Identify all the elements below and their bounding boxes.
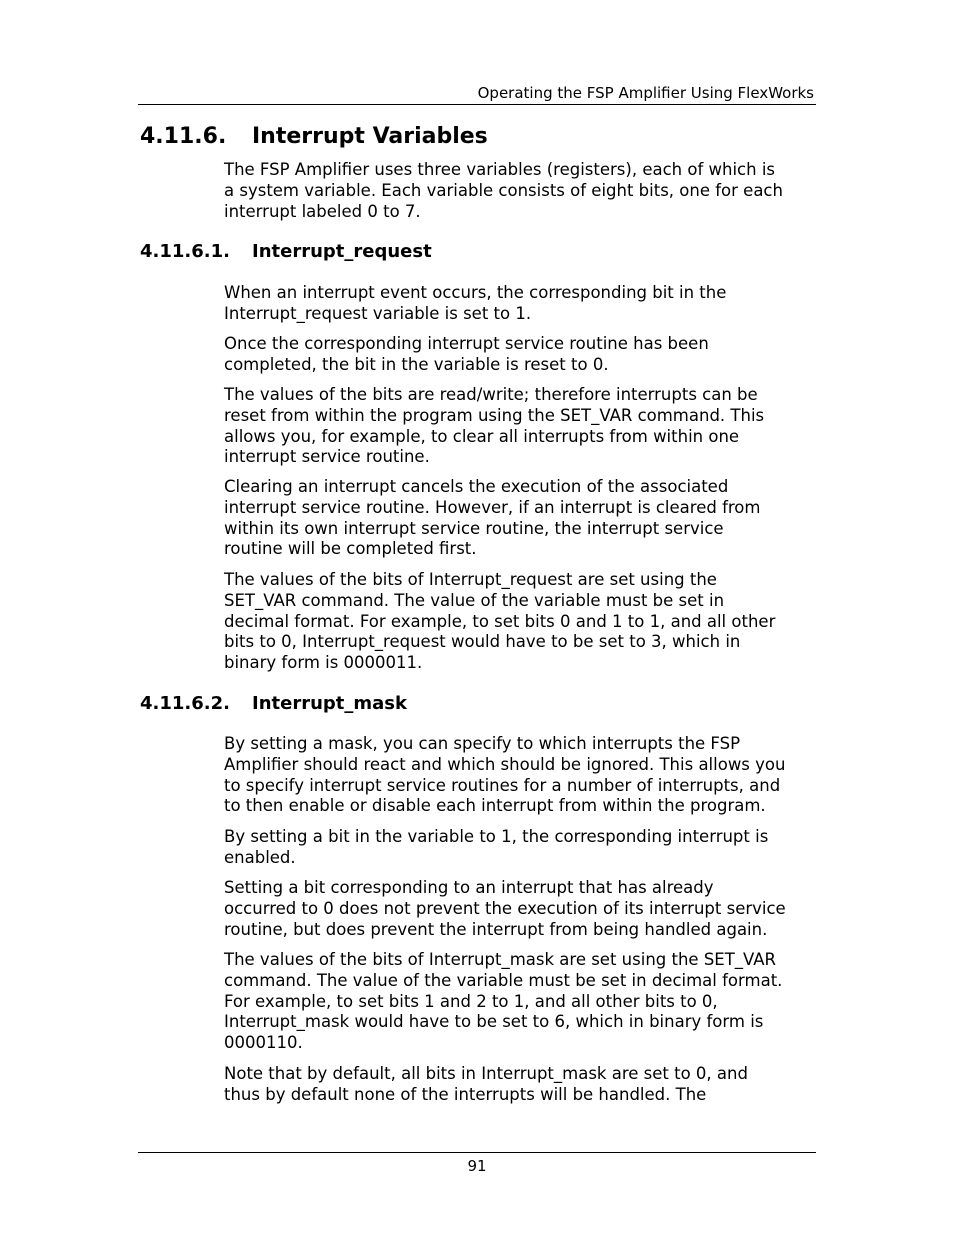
- section-title: Interrupt Variables: [252, 124, 488, 149]
- text-line: command. The value of the variable must be set in decimal format.: [224, 970, 783, 990]
- text-line: completed, the bit in the variable is reset to 0.: [224, 354, 609, 374]
- text-line: Amplifier should react and which should be ignored. This allows you: [224, 754, 786, 774]
- page-number: 91: [467, 1157, 487, 1175]
- subsection-title: Interrupt_mask: [252, 693, 407, 714]
- text-line: allows you, for example, to clear all interrupts from within one: [224, 426, 740, 446]
- text-line: Once the corresponding interrupt service routine has been: [224, 334, 709, 353]
- section-heading: [140, 122, 488, 152]
- text-line: interrupt labeled 0 to 7.: [224, 201, 421, 221]
- section-intro-paragraph: [224, 160, 820, 222]
- paragraph: [224, 334, 820, 376]
- subsection-number: 4.11.6.1.: [140, 241, 230, 262]
- text-line: Setting a bit corresponding to an interrupt that has already: [224, 878, 714, 897]
- text-line: When an interrupt event occurs, the corresponding bit in the: [224, 283, 727, 302]
- page-footer: [138, 1152, 816, 1175]
- paragraph: [224, 734, 820, 817]
- text-line: binary form is 0000011.: [224, 653, 423, 673]
- text-line: routine, but does prevent the interrupt from being handled again.: [224, 919, 768, 939]
- text-line: routine will be completed first.: [224, 539, 477, 559]
- section-number: 4.11.6.: [140, 124, 227, 149]
- subsection-number: 4.11.6.2.: [140, 693, 230, 714]
- text-line: occurred to 0 does not prevent the execution of its interrupt service: [224, 898, 786, 918]
- paragraph: [224, 283, 820, 325]
- text-line: The values of the bits are read/write; therefore interrupts can be: [224, 385, 758, 404]
- text-line: SET_VAR command. The value of the variable must be set in: [224, 590, 725, 610]
- text-line: By setting a mask, you can specify to which interrupts the FSP: [224, 734, 741, 753]
- text-line: Interrupt_request variable is set to 1.: [224, 303, 532, 323]
- paragraph: [224, 385, 820, 468]
- page-header: [138, 84, 816, 105]
- text-line: The values of the bits of Interrupt_request are set using the: [224, 570, 717, 589]
- text-line: By setting a bit in the variable to 1, the corresponding interrupt is: [224, 827, 769, 846]
- text-line: within its own interrupt service routine, the interrupt service: [224, 518, 724, 538]
- paragraph: [224, 827, 820, 869]
- text-line: Note that by default, all bits in Interrupt_mask are set to 0, and: [224, 1064, 748, 1083]
- paragraph: [224, 950, 820, 1054]
- text-line: bits to 0, Interrupt_request would have to be set to 3, which in: [224, 632, 741, 652]
- subsection-title: Interrupt_request: [252, 241, 432, 262]
- text-line: interrupt service routine. However, if an interrupt is cleared from: [224, 497, 761, 517]
- paragraph: [224, 570, 820, 674]
- text-line: interrupt service routine.: [224, 447, 430, 467]
- running-title: Operating the FSP Amplifier Using FlexWorks: [477, 84, 814, 102]
- text-line: 0000110.: [224, 1033, 303, 1053]
- text-line: a system variable. Each variable consists of eight bits, one for each: [224, 180, 783, 200]
- text-line: decimal format. For example, to set bits 0 and 1 to 1, and all other: [224, 611, 776, 631]
- text-line: to specify interrupt service routines for a number of interrupts, and: [224, 775, 781, 795]
- text-line: Interrupt_mask would have to be set to 6, which in binary form is: [224, 1012, 764, 1032]
- text-line: The FSP Amplifier uses three variables (registers), each of which is: [224, 160, 775, 179]
- text-line: Clearing an interrupt cancels the execution of the associated: [224, 477, 729, 496]
- text-line: For example, to set bits 1 and 2 to 1, and all other bits to 0,: [224, 991, 718, 1011]
- paragraph: [224, 1064, 820, 1106]
- subsection-heading-interrupt-request: [140, 240, 432, 264]
- paragraph: [224, 878, 820, 940]
- text-line: reset from within the program using the SET_VAR command. This: [224, 405, 765, 425]
- text-line: enabled.: [224, 847, 296, 867]
- paragraph: [224, 477, 820, 560]
- text-line: The values of the bits of Interrupt_mask are set using the SET_VAR: [224, 950, 777, 969]
- subsection-heading-interrupt-mask: [140, 692, 407, 716]
- text-line: to then enable or disable each interrupt from within the program.: [224, 796, 766, 816]
- text-line: thus by default none of the interrupts will be handled. The: [224, 1084, 707, 1104]
